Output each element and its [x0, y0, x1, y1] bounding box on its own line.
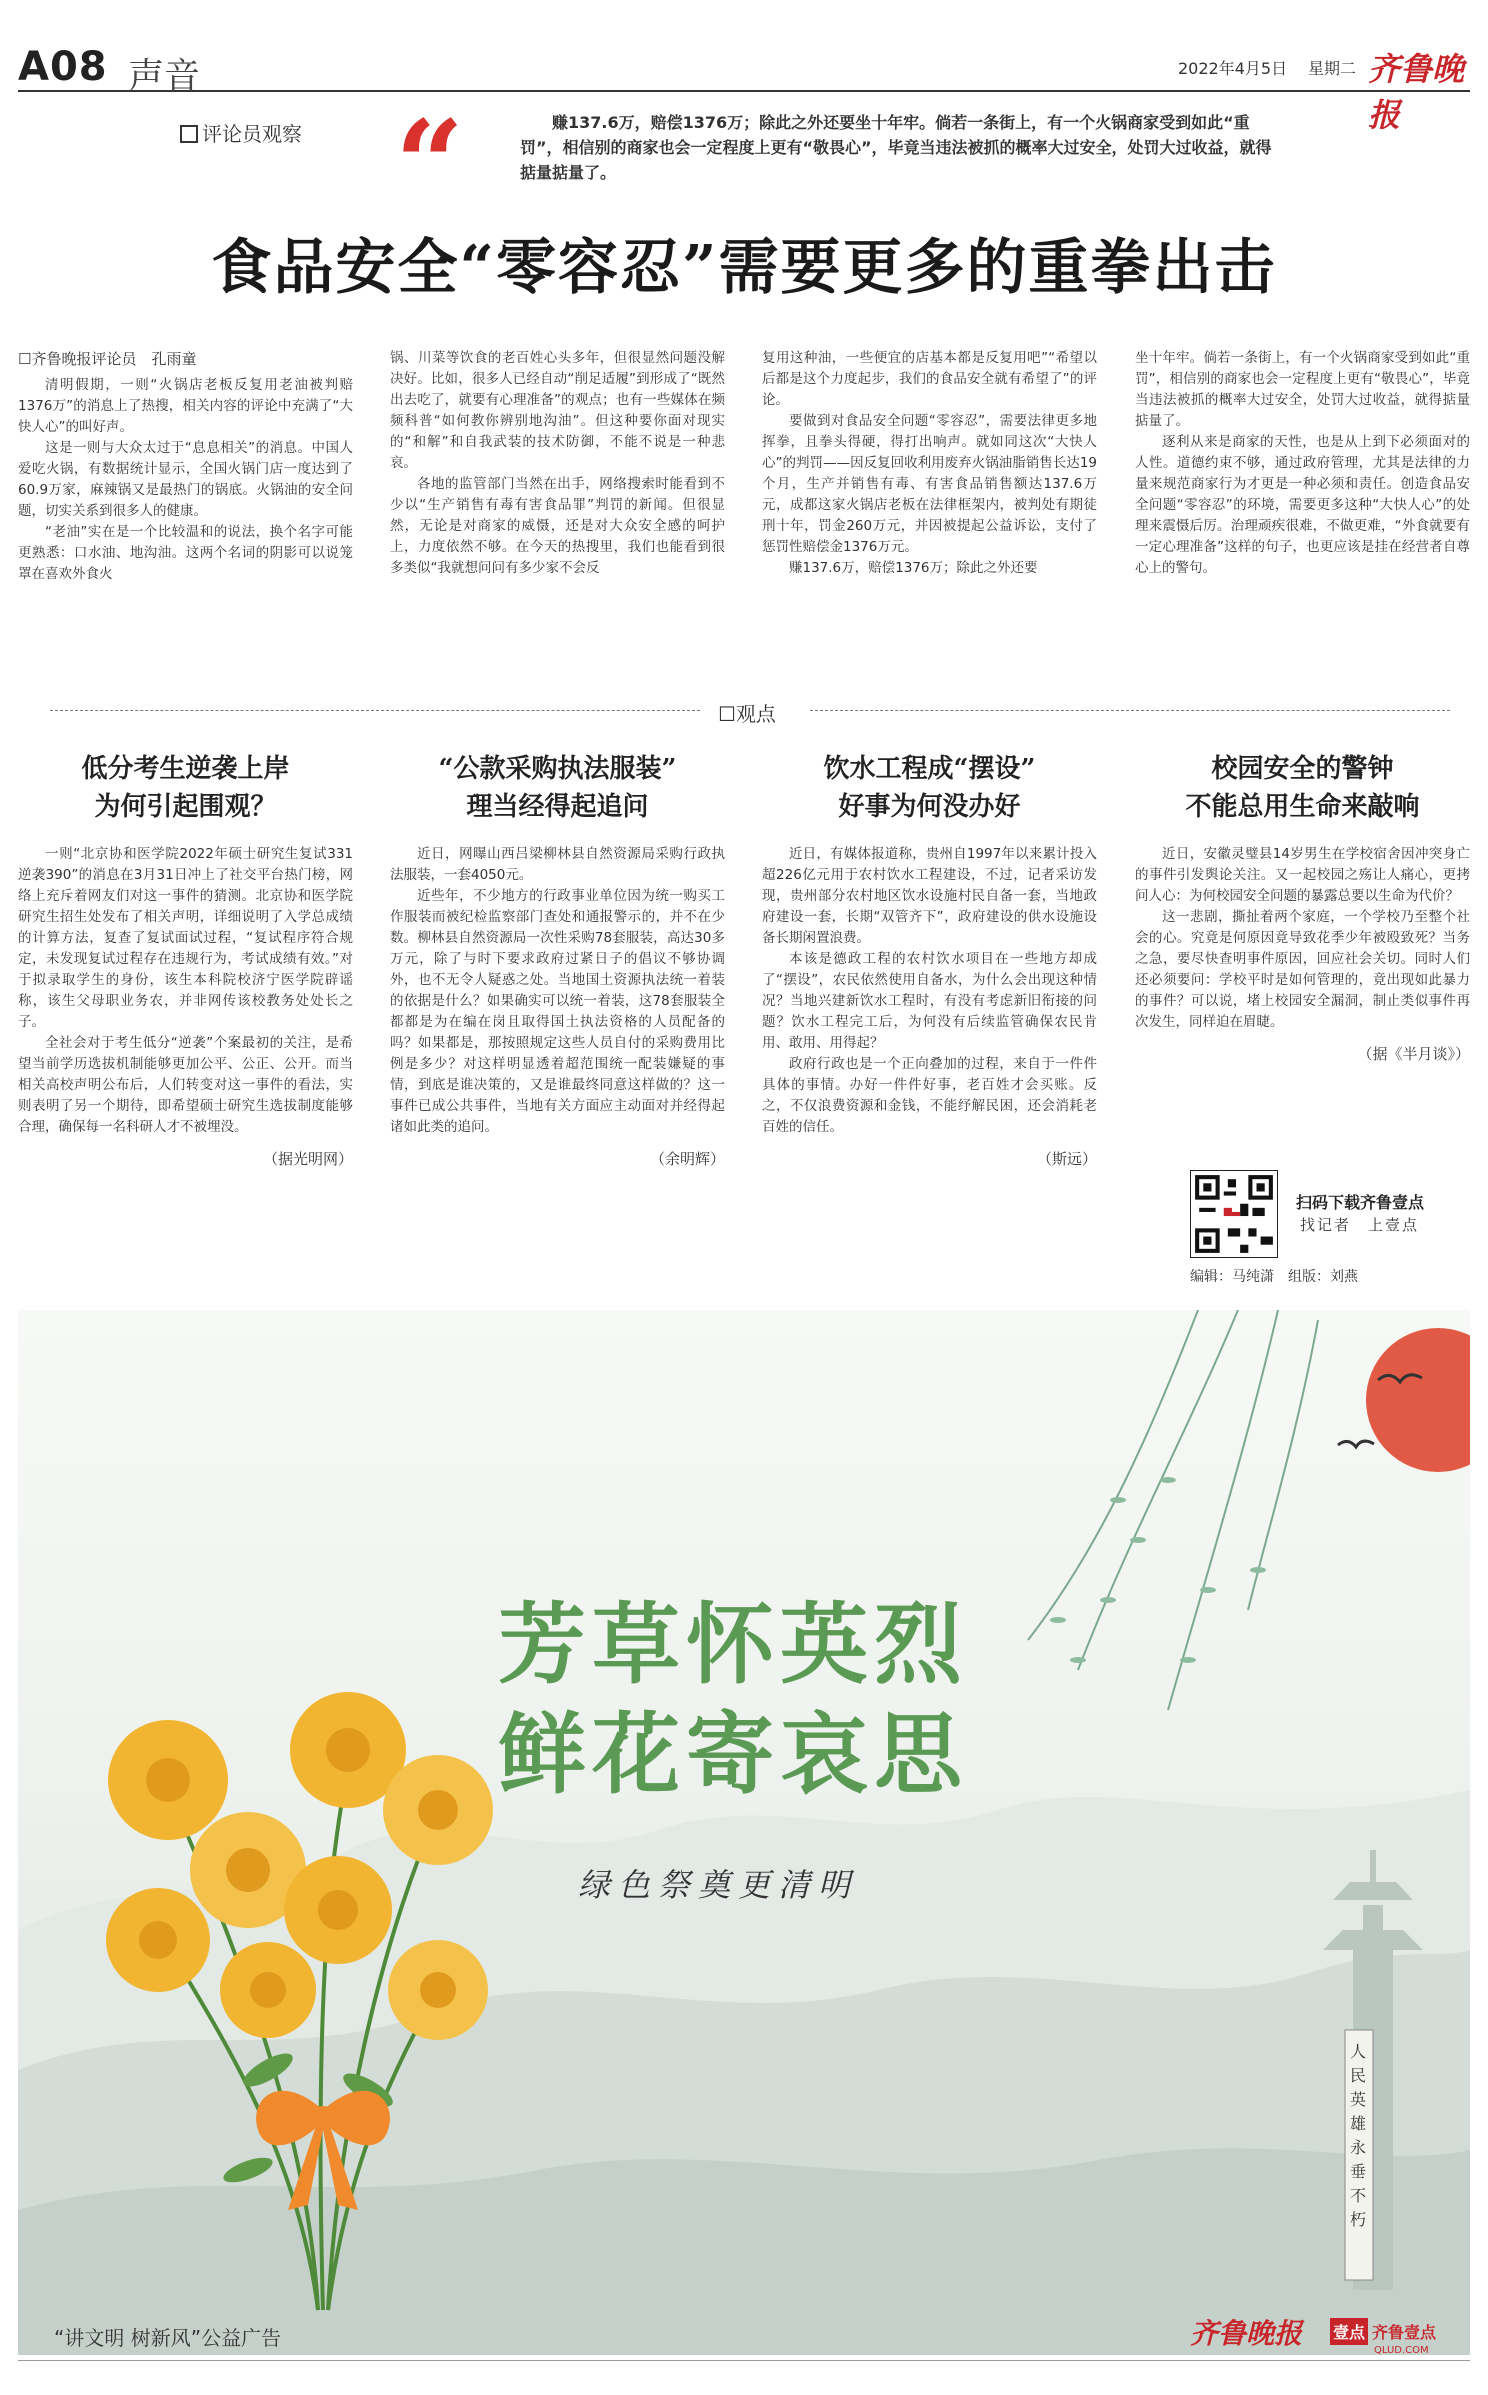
issue-date: 2022年4月5日: [1178, 59, 1288, 78]
article-source: （余明辉）: [649, 1150, 725, 1168]
article-paragraph: 近日，网曝山西吕梁柳林县自然资源局采购行政执法服装，一套4050元。: [390, 846, 725, 883]
article-paragraph: 坐十年牢。倘若一条街上，有一个火锅商家受到如此“重罚”，相信别的商家也会一定程度上更有“敬畏心”，毕竟当违法被抓的概率大过安全，处罚大过收益，就得掂量掂量了。: [1135, 350, 1470, 429]
bird-icon: [1338, 1441, 1374, 1447]
article-column-4: [1135, 348, 1470, 648]
opinion-article-3: [762, 750, 1097, 1169]
commentary-tag-label: 评论员观察: [202, 122, 302, 146]
app-logo-name: 齐鲁壹点: [1372, 2323, 1437, 2342]
opinion-label: ☐观点: [710, 698, 784, 727]
article-paragraph: 全社会对于考生低分“逆袭”个案最初的关注，是希望当前学历选拔机制能够更加公平、公正、公开。而当相关高校声明公布后，人们转变对这一事件的看法，实则表明了另一个期待，即希望硕士研究生选拔制度能够合理，确保每一名科研人才不被埋没。: [18, 1035, 353, 1135]
lead-paragraph: 赚137.6万，赔偿1376万；除此之外还要坐十年牢。倘若一条街上，有一个火锅商家受到如此“重罚”，相信别的商家也会一定程度上更有“敬畏心”，毕竟当违法被抓的概率大过安全，处罚大过收益，就得掂量掂量了。: [520, 113, 1272, 182]
willow-branches: [1028, 1310, 1318, 1710]
tag-box-icon: [180, 125, 198, 143]
quote-mark-icon: “: [395, 94, 465, 235]
article-paragraph: 近些年，不少地方的行政事业单位因为统一购买工作服装而被纪检监察部门查处和通报警示的，并不在少数。柳林县自然资源局一次性采购78套服装，高达30多万元，除了与时下要求政府过紧日子的倡议不够协调外，也不无令人疑惑之处。当地国土资源执法统一着装的依据是什么？如果确实可以统一着装，这78套服装全都都是为在编在岗且取得国土执法资格的人员配备的吗？如果都是，那按照规定这些人员自付的采购费用比例是多少？对这样明显透着超范围统一配装嫌疑的事情，到底是谁决策的，又是谁最终同意这样做的？这一事件已成公共事件，当地有关方面应主动面对并经得起诸如此类的追问。: [390, 888, 725, 1135]
opinion-title: 低分考生逆袭上岸 为何引起围观？: [81, 754, 290, 822]
article-column-3: [762, 348, 1097, 648]
poster-subtitle: 绿色祭奠更清明: [578, 1866, 859, 1904]
opinion-article-2: [390, 750, 725, 1169]
willow-leaves: [1050, 1477, 1266, 1663]
opinion-title: 饮水工程成“摆设” 好事为何没办好: [823, 754, 1036, 822]
poster-title: 芳草怀英烈 鲜花寄哀思: [498, 1593, 969, 1806]
article-paragraph: 这是一则与大众太过于“息息相关”的消息。中国人爱吃火锅，有数据统计显示，全国火锅门店一度达到了60.9万家，麻辣锅又是最热门的锅底。火锅油的安全问题，切实关系到很多人的健康。: [18, 440, 353, 519]
issue-weekday: 星期二: [1308, 59, 1357, 78]
article-paragraph: 锅、川菜等饮食的老百姓心头多年，但很显然问题没解决好。比如，很多人已经自动“削足适履”到形成了“既然出去吃了，就要有心理准备”的观点；也有一些媒体在频频科普“如何教你辨别地沟油”。但这种要你面对现实的“和解”和自我武装的技术防御，不能不说是一种悲哀。: [390, 350, 725, 471]
opinion-article-1: [18, 750, 353, 1169]
footer-brand-logo: 齐鲁晚报: [1190, 2317, 1303, 2350]
article-source: （据光明网）: [262, 1150, 353, 1168]
psa-label: “讲文明 树新风”公益广告: [54, 2326, 282, 2350]
article-source: （据《半月谈》）: [1357, 1045, 1470, 1063]
qr-subcaption: 找记者 上壹点: [1300, 1216, 1420, 1234]
article-paragraph: 各地的监管部门当然在出手，网络搜索时能看到不少以“生产销售有毒有害食品罪”判罚的新闻。但很显然，无论是对商家的威慑，还是对大众安全感的呵护上，力度依然不够。在今天的热搜里，我们也能看到很多类似“我就想问问有多少家不会反: [390, 476, 725, 576]
sun-icon: [1366, 1328, 1470, 1472]
app-logo-icon: 壹点: [1330, 2318, 1368, 2345]
article-paragraph: 逐利从来是商家的天性，也是从上到下必须面对的人性。道德约束不够，通过政府管理，尤其是法律的力量来规范商家行为才更是一种必须和责任。创造食品安全问题“零容忍”的环境，需要更多这种“大快人心”的处理来震慑后厉。治理顽疾很难，不做更难，“外食就要有一定心理准备”这样的句子，也更应该是挂在经营者自尊心上的警句。: [1135, 434, 1470, 576]
article-paragraph: 一则“北京协和医学院2022年硕士研究生复试331逆袭390”的消息在3月31日冲上了社交平台热门榜，网络上充斥着网友们对这一事件的猜测。北京协和医学院研究生招生处发布了相关声明，详细说明了入学总成绩的计算方法，复查了复试面试过程，“复试程序符合规定，未发现复试过程存在违规行为，考试成绩有效。”对于拟录取学生的身份，该生本科院校济宁医学院辟谣称，该生父母职业务农，并非网传该校教务处处长之子。: [18, 846, 353, 1030]
article-source: （斯远）: [1036, 1150, 1097, 1168]
article-paragraph: 赚137.6万，赔偿1376万；除此之外还要: [789, 560, 1038, 576]
opinion-title: 校园安全的警钟 不能总用生命来敲响: [1185, 754, 1420, 822]
masthead-logo: 齐鲁晚报: [1368, 50, 1465, 134]
poster-background-art: [18, 1310, 1470, 2355]
qr-code-icon[interactable]: [1190, 1170, 1278, 1258]
poster-vertical-text: 人民英雄永垂不朽: [1350, 2042, 1367, 2229]
commentary-tag: [180, 118, 302, 147]
divider-line: [810, 710, 1450, 711]
article-paragraph: 清明假期，一则“火锅店老板反复用老油被判赔1376万”的消息上了热搜，相关内容的评论中充满了“大快人心”的叫好声。: [18, 377, 353, 435]
divider-line: [50, 710, 700, 711]
article-paragraph: 这一悲剧，撕扯着两个家庭，一个学校乃至整个社会的心。究竟是何原因竟导致花季少年被殴致死？当务之急，要尽快查明事件原因，回应社会关切。同时人们还必须要问：学校平时是如何管理的，竟出现如此暴力的事件？可以说，堵上校园安全漏洞，制止类似事件再次发生，同样迫在眉睫。: [1135, 909, 1470, 1030]
bottom-rule: [18, 2360, 1470, 2361]
article-paragraph: 复用这种油，一些便宜的店基本都是反复用吧”“希望以后都是这个力度起步，我们的食品安全就有希望了”的评论。: [762, 350, 1097, 408]
qr-caption: 扫码下载齐鲁壹点: [1296, 1193, 1425, 1212]
page-number: A08: [18, 44, 108, 90]
section-title: 声音: [128, 56, 201, 97]
opinion-article-4: [1135, 750, 1470, 1064]
opinion-title: “公款采购执法服装” 理当经得起追问: [438, 754, 677, 822]
article-paragraph: 近日，有媒体报道称，贵州自1997年以来累计投入超226亿元用于农村饮水工程建设，不过，记者采访发现，贵州部分农村地区饮水设施村民自备一套，当地政府建设一套，长期“双管齐下”，政府建设的供水设施设备长期闲置浪费。: [762, 846, 1097, 946]
main-headline: 食品安全“零容忍”需要更多的重拳出击: [211, 233, 1277, 303]
article-column-1: [18, 348, 353, 648]
article-paragraph: 政府行政也是一个正向叠加的过程，来自于一件件具体的事情。办好一件件好事，老百姓才会买账。反之，不仅浪费资源和金钱，不能纾解民困，还会消耗老百姓的信任。: [762, 1056, 1097, 1135]
article-paragraph: 近日，安徽灵璧县14岁男生在学校宿舍因冲突身亡的事件引发舆论关注。又一起校园之殇让人痛心，更拷问人心：为何校园安全问题的暴露总要以生命为代价？: [1135, 846, 1470, 904]
opinion-divider: [50, 702, 1450, 726]
article-column-2: [390, 348, 725, 648]
editor-credit: 编辑：马纯潇 组版：刘燕: [1190, 1269, 1358, 1285]
article-paragraph: “老油”实在是一个比较温和的说法，换个名字可能更熟悉：口水油、地沟油。这两个名词的阴影可以说笼罩在喜欢外食火: [18, 524, 353, 582]
app-logo-sub: QLUD.COM: [1374, 2345, 1429, 2356]
article-paragraph: 要做到对食品安全问题“零容忍”，需要法律更多地挥拳，且拳头得硬，得打出响声。就如同这次“大快人心”的判罚——因反复回收利用废弃火锅油脂销售长达19个月，生产并销售有毒、有害食品销售额达137.6万元，成都这家火锅店老板在法律框架内，被判处有期徒刑十年，罚金260万元，并因被提起公益诉讼，支付了惩罚性赔偿金1376万元。: [762, 413, 1097, 555]
article-paragraph: 本该是德政工程的农村饮水项目在一些地方却成了“摆设”，农民依然使用自备水，为什么会出现这种情况？当地兴建新饮水工程时，有没有考虑新旧衔接的问题？饮水工程完工后，为何没有后续监管确保农民肯用、敢用、用得起？: [762, 951, 1097, 1051]
footer-app-logo: [1330, 2318, 1436, 2356]
psa-poster: [18, 1310, 1470, 2355]
byline: ☐齐鲁晚报评论员 孔雨童: [18, 350, 197, 368]
